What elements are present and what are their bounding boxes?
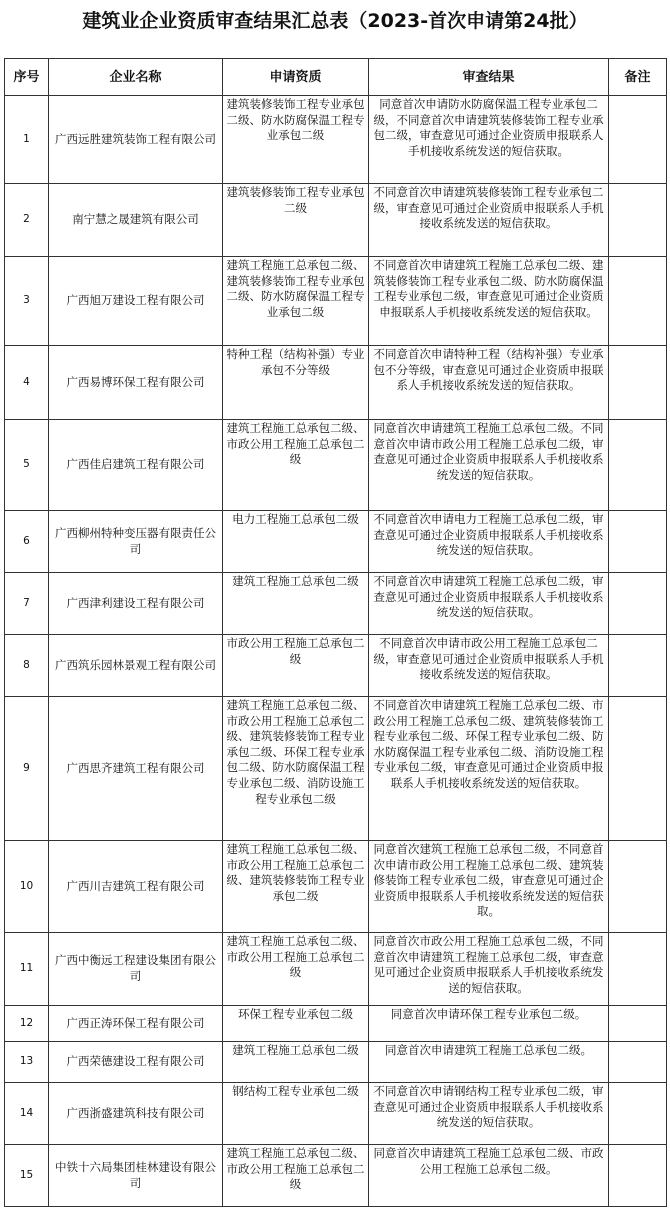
table-body [5,96,667,1207]
row-result: 同意首次市政公用工程施工总承包二级，不同意首次申请建筑工程施工总承包二级，审查意见可通过企业资质申报联系人手机接收系统发送的短信获取。 [369,933,609,1006]
row-qualification: 建筑工程施工总承包二级、市政公用工程施工总承包二级、建筑装修装饰工程专业承包二级 [223,841,369,933]
row-result: 同意首次申请建筑工程施工总承包二级。不同意首次申请市政公用工程施工总承包二级，审查意见可通过企业资质申报联系人手机接收系统发送的短信获取。 [369,420,609,511]
row-no: 8 [5,635,49,697]
row-note [609,933,667,1006]
header-name: 企业名称 [49,59,223,96]
page-title: 建筑业企业资质审查结果汇总表（2023-首次申请第24批） [82,10,588,32]
row-note [609,511,667,573]
table-row [5,184,667,257]
row-company: 广西柳州特种变压器有限责任公司 [49,511,223,573]
row-result: 不同意首次申请建筑工程施工总承包二级、市政公用工程施工总承包二级、建筑装修装饰工程专业承包二级、环保工程专业承包二级、防水防腐保温工程专业承包二级、消防设施工程专业承包二级，审查意见可通过企业资质申报联系人手机接收系统发送的短信获取。 [369,697,609,841]
table-row [5,257,667,346]
table-row [5,933,667,1006]
row-no: 9 [5,697,49,841]
row-qualification: 特种工程（结构补强）专业承包不分等级 [223,346,369,420]
row-no: 14 [5,1083,49,1145]
row-company: 广西旭万建设工程有限公司 [49,257,223,346]
row-no: 4 [5,346,49,420]
row-note [609,1083,667,1145]
results-table [4,58,667,1207]
row-result: 不同意首次申请建筑装修装饰工程专业承包二级，审查意见可通过企业资质申报联系人手机接收系统发送的短信获取。 [369,184,609,257]
table-row [5,511,667,573]
row-qualification: 建筑装修装饰工程专业承包二级、防水防腐保温工程专业承包二级 [223,96,369,184]
row-result: 同意首次申请建筑工程施工总承包二级。 [369,1042,609,1083]
row-company: 广西佳启建筑工程有限公司 [49,420,223,511]
row-no: 13 [5,1042,49,1083]
row-note [609,184,667,257]
row-note [609,1042,667,1083]
row-no: 11 [5,933,49,1006]
table-row [5,697,667,841]
table-header-row [5,59,667,96]
table-row [5,635,667,697]
row-company: 广西正涛环保工程有限公司 [49,1006,223,1042]
table-row [5,420,667,511]
row-result: 同意首次建筑工程施工总承包二级，不同意首次申请市政公用工程施工总承包二级、建筑装修装饰工程专业承包二级，审查意见可通过企业资质申报联系人手机接收系统发送的短信获取。 [369,841,609,933]
header-note: 备注 [609,59,667,96]
row-no: 2 [5,184,49,257]
header-no: 序号 [5,59,49,96]
row-note [609,573,667,635]
row-qualification: 建筑工程施工总承包二级 [223,573,369,635]
row-qualification: 建筑工程施工总承包二级、建筑装修装饰工程专业承包二级、防水防腐保温工程专业承包二级 [223,257,369,346]
row-note [609,1145,667,1207]
row-result: 不同意首次申请市政公用工程施工总承包二级，审查意见可通过企业资质申报联系人手机接收系统发送的短信获取。 [369,635,609,697]
row-company: 广西中衡远工程建设集团有限公司 [49,933,223,1006]
table-row [5,346,667,420]
row-no: 15 [5,1145,49,1207]
table-row [5,96,667,184]
row-no: 3 [5,257,49,346]
row-company: 广西易博环保工程有限公司 [49,346,223,420]
row-qualification: 建筑工程施工总承包二级、市政公用工程施工总承包二级 [223,420,369,511]
row-result: 不同意首次申请电力工程施工总承包二级，审查意见可通过企业资质申报联系人手机接收系统发送的短信获取。 [369,511,609,573]
table-row [5,1145,667,1207]
row-qualification: 建筑工程施工总承包二级、市政公用工程施工总承包二级 [223,1145,369,1207]
row-result: 不同意首次申请建筑工程施工总承包二级，审查意见可通过企业资质申报联系人手机接收系统发送的短信获取。 [369,573,609,635]
row-qualification: 建筑工程施工总承包二级、市政公用工程施工总承包二级、建筑装修装饰工程专业承包二级、环保工程专业承包二级、防水防腐保温工程专业承包二级、消防设施工程专业承包二级 [223,697,369,841]
row-company: 南宁慧之晟建筑有限公司 [49,184,223,257]
row-result: 同意首次申请建筑工程施工总承包二级、市政公用工程施工总承包二级。 [369,1145,609,1207]
table-row [5,1083,667,1145]
row-note [609,96,667,184]
table-row [5,573,667,635]
row-company: 广西荣德建设工程有限公司 [49,1042,223,1083]
row-no: 1 [5,96,49,184]
row-company: 中铁十六局集团桂林建设有限公司 [49,1145,223,1207]
row-note [609,346,667,420]
table-row [5,1042,667,1083]
table-row [5,1006,667,1042]
row-no: 7 [5,573,49,635]
row-no: 12 [5,1006,49,1042]
row-no: 10 [5,841,49,933]
row-company: 广西川吉建筑工程有限公司 [49,841,223,933]
row-result: 不同意首次申请特种工程（结构补强）专业承包不分等级，审查意见可通过企业资质申报联系人手机接收系统发送的短信获取。 [369,346,609,420]
row-note [609,257,667,346]
row-note [609,1006,667,1042]
header-qual: 申请资质 [223,59,369,96]
row-company: 广西思齐建筑工程有限公司 [49,697,223,841]
row-qualification: 电力工程施工总承包二级 [223,511,369,573]
row-note [609,635,667,697]
row-no: 6 [5,511,49,573]
row-qualification: 建筑工程施工总承包二级 [223,1042,369,1083]
row-company: 广西浙盛建筑科技有限公司 [49,1083,223,1145]
table-row [5,841,667,933]
row-result: 同意首次申请环保工程专业承包二级。 [369,1006,609,1042]
row-company: 广西远胜建筑装饰工程有限公司 [49,96,223,184]
row-note [609,697,667,841]
row-qualification: 市政公用工程施工总承包二级 [223,635,369,697]
row-qualification: 建筑工程施工总承包二级、市政公用工程施工总承包二级 [223,933,369,1006]
row-qualification: 建筑装修装饰工程专业承包二级 [223,184,369,257]
row-no: 5 [5,420,49,511]
row-note [609,841,667,933]
row-qualification: 钢结构工程专业承包二级 [223,1083,369,1145]
row-note [609,420,667,511]
row-company: 广西筑乐园林景观工程有限公司 [49,635,223,697]
row-result: 同意首次申请防水防腐保温工程专业承包二级，不同意首次申请建筑装修装饰工程专业承包二级，审查意见可通过企业资质申报联系人手机接收系统发送的短信获取。 [369,96,609,184]
row-qualification: 环保工程专业承包二级 [223,1006,369,1042]
row-company: 广西津利建设工程有限公司 [49,573,223,635]
row-result: 不同意首次申请建筑工程施工总承包二级、建筑装修装饰工程专业承包二级、防水防腐保温工程专业承包二级，审查意见可通过企业资质申报联系人手机接收系统发送的短信获取。 [369,257,609,346]
row-result: 不同意首次申请钢结构工程专业承包二级，审查意见可通过企业资质申报联系人手机接收系统发送的短信获取。 [369,1083,609,1145]
header-result: 审查结果 [369,59,609,96]
